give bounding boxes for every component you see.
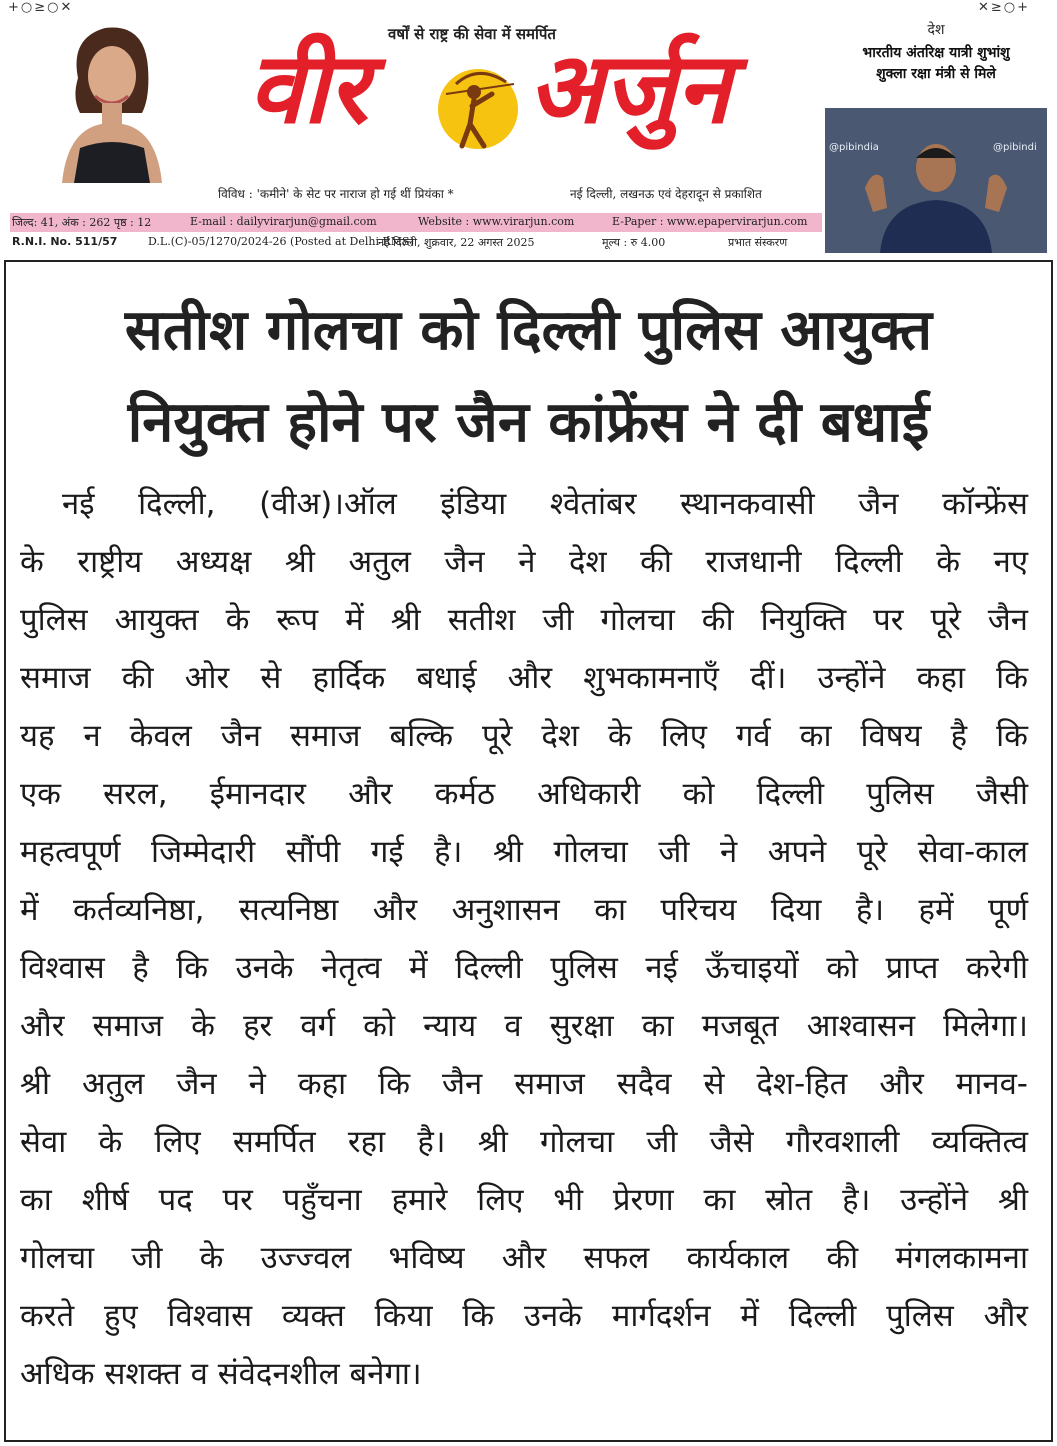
teaser-photo-astronaut: [825, 108, 1047, 253]
email-info[interactable]: E-mail : dailyvirarjun@gmail.com: [190, 215, 377, 228]
masthead: [0, 0, 1057, 256]
registration-marks-right: ✕≥○+: [978, 0, 1031, 15]
logo-word-arjun: अर्जुन: [528, 31, 730, 146]
article-clipping: [4, 260, 1053, 1442]
article-body-line: एक सरल, ईमानदार और कर्मठ अधिकारी को दिल्ली पुलिस जैसी: [20, 776, 1028, 812]
article-body-line: अधिक सशक्त व संवेदनशील बनेगा।: [20, 1356, 422, 1392]
article-body-line: करते हुए विश्वास व्यक्त किया कि उनके मार्गदर्शन में दिल्ली पुलिस और: [20, 1298, 1028, 1334]
article-headline-line: सतीश गोलचा को दिल्ली पुलिस आयुक्त: [124, 298, 933, 363]
article-body-line: नई दिल्ली, (वीअ)।ऑल इंडिया श्वेतांबर स्थानकवासी जैन कॉन्फ्रेंस: [62, 486, 1028, 522]
website-info[interactable]: Website : www.virarjun.com: [418, 215, 575, 228]
article-body-line: का शीर्ष पद पर पहुँचना हमारे लिए भी प्रेरणा का स्रोत है। उन्होंने श्री: [20, 1182, 1028, 1218]
newspaper-logo: [228, 18, 818, 183]
registration-marks-left: +○≥○✕: [8, 0, 74, 15]
right-news-teaser[interactable]: [825, 20, 1047, 85]
rni-number: R.N.I. No. 511/57: [12, 235, 118, 248]
epaper-info[interactable]: E-Paper : www.epapervirarjun.com: [612, 215, 808, 228]
dl-number: D.L.(C)-05/1270/2024-26 (Posted at Delhi RMS): [148, 235, 414, 248]
article-body-line: सेवा के लिए समर्पित रहा है। श्री गोलचा जी जैसे गौरवशाली व्यक्तित्व: [20, 1124, 1028, 1160]
teaser-headline[interactable]: [825, 43, 1047, 85]
article-body-line: में कर्तव्यनिष्ठा, सत्यनिष्ठा और अनुशासन का परिचय दिया है। हमें पूर्ण: [20, 892, 1028, 928]
teaser-headline-line: भारतीय अंतरिक्ष यात्री शुभांशु: [862, 45, 1010, 61]
article-body-line: और समाज के हर वर्ग को न्याय व सुरक्षा का मजबूत आश्वासन मिलेगा।: [20, 1008, 1028, 1044]
article-body-line: विश्वास है कि उनके नेतृत्व में दिल्ली पुलिस नई ऊँचाइयों को प्राप्त करेगी: [20, 950, 1028, 986]
article-body-line: महत्वपूर्ण जिम्मेदारी सौंपी गई है। श्री गोलचा जी ने अपने पूरे सेवा-काल: [20, 834, 1028, 870]
article-headline-line: नियुक्त होने पर जैन कांफ्रेंस ने दी बधाई: [127, 390, 930, 455]
info-band-contact: [10, 213, 822, 232]
article-body-line: गोलचा जी के उज्ज्वल भविष्य और सफल कार्यकाल की मंगलकामना: [20, 1240, 1028, 1276]
photo-caption-right: @pibindi: [993, 142, 1037, 153]
teaser-headline-line: शुक्ला रक्षा मंत्री से मिले: [876, 66, 996, 82]
price-info: मूल्य : रु 4.00: [602, 236, 666, 249]
volume-info: जिल्द: 41, अंक : 262 पृष्ठ : 12: [12, 216, 152, 229]
article-body-line: पुलिस आयुक्त के रूप में श्री सतीश जी गोलचा की नियुक्ति पर पूरे जैन: [20, 602, 1028, 638]
vividh-teaser[interactable]: विविध : 'कमीने' के सेट पर नाराज हो गई थीं प्रियंका *: [218, 187, 454, 201]
archer-sun-emblem-icon: [426, 54, 526, 154]
issue-date: नई दिल्ली, शुक्रवार, 22 अगस्त 2025: [378, 236, 535, 249]
photo-caption-left: @pibindia: [829, 142, 879, 153]
edition-info: प्रभात संस्करण: [728, 236, 788, 249]
article-body-line: के राष्ट्रीय अध्यक्ष श्री अतुल जैन ने देश की राजधानी दिल्ली के नए: [20, 544, 1028, 580]
info-band-registration: [10, 233, 822, 252]
article-body-line: समाज की ओर से हार्दिक बधाई और शुभकामनाएँ दीं। उन्होंने कहा कि: [20, 660, 1028, 696]
promo-photo-actress: [50, 18, 170, 183]
article-body-line: श्री अतुल जैन ने कहा कि जैन समाज सदैव से देश-हित और मानव-: [20, 1066, 1028, 1102]
publication-cities: नई दिल्ली, लखनऊ एवं देहरादून से प्रकाशित: [570, 187, 762, 201]
article-body-line: यह न केवल जैन समाज बल्कि पूरे देश के लिए गर्व का विषय है कि: [20, 718, 1028, 754]
section-label-desh: देश: [927, 22, 945, 38]
logo-word-veer: वीर: [248, 31, 368, 146]
masthead-tagline: वर्षों से राष्ट्र की सेवा में समर्पित: [388, 25, 556, 43]
